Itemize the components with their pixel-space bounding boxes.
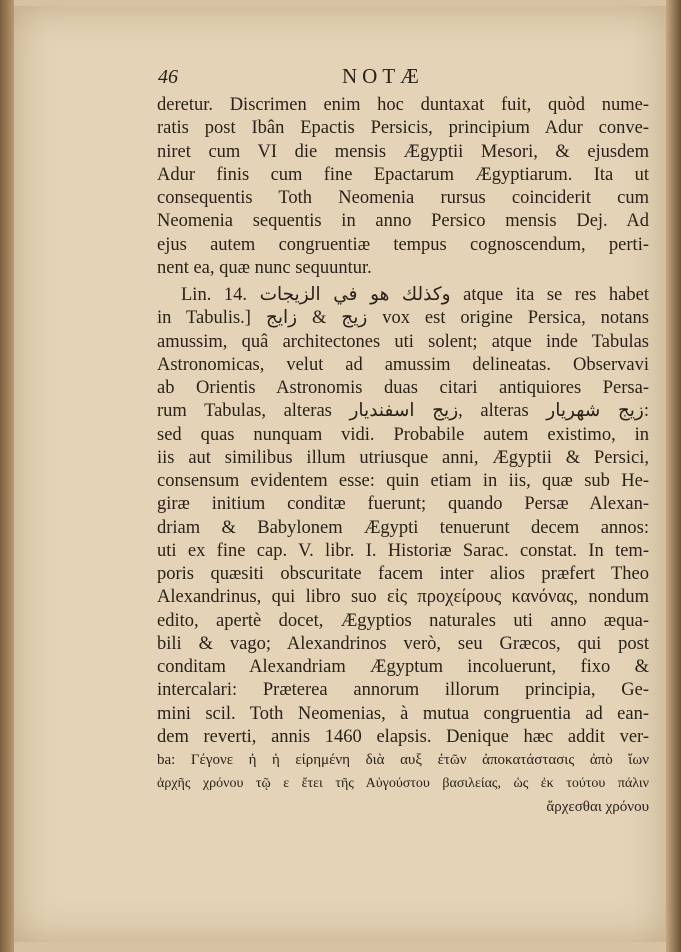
text-line: ab Orientis Astronomis duas citari antiquiores Persa- [157,378,649,398]
text-line: nent ea, quæ nunc sequuntur. [157,257,372,278]
text-line: deretur. Discrimen enim hoc duntaxat fuit, quòd nume- [157,95,649,115]
text-line: rum Tabulas, alteras زيج اسفنديار, alteras زيج شهريار: [157,401,649,422]
text-line: giræ initium conditæ fuerunt; quando Persæ Alexan- [157,494,649,515]
text-line: dem reverti, annis 1460 elapsis. Denique hæc addit ver- [157,726,649,747]
text-line: edito, apertè docet, Ægyptios naturales uti anno æqua- [157,610,649,631]
body-text [157,94,649,819]
text-line: bili & vago; Alexandrinos verò, seu Græcos, qui post [157,633,649,654]
text-line: ἀρχῆς χρόνου τῷ ε ἔτει τῆς Αὐγούστου βασιλείας, ὡς ἐκ τούτου πάλιν [157,776,649,792]
text-line: Adur finis cum fine Epactarum Ægyptiarum. Ita ut [157,164,649,185]
book-page [14,6,666,942]
text-line: consensum evidentem esse: quin etiam in iis, quæ sub He- [157,471,649,491]
text-line: Alexandrinus, qui libro suo εἰς προχείρους κανόνας, nondum [157,587,649,608]
text-line: niret cum VI die mensis Ægyptii Mesori, & ejusdem [157,141,649,162]
text-line: driam & Babylonem Ægypti tenuerunt decem annos: [157,517,649,538]
text-line: poris quæsiti obscuritate facem inter alios præfert Theo [157,564,649,584]
text-line: Astronomicas, velut ad amussim delineatas. Observavi [157,354,649,375]
page-header [14,64,666,90]
text-line: conditam Alexandriam Ægyptum incoluerunt, fixo & [157,657,649,677]
text-line: sed quas nunquam vidi. Probabile autem existimo, in [157,424,649,445]
text-line: iis aut similibus illum utriusque anni, Ægyptii & Persici, [157,447,649,468]
running-title: NOTÆ [342,64,424,88]
text-line: ejus autem congruentiæ tempus cognoscendum, perti- [157,234,649,255]
text-line: Neomenia sequentis in anno Persico mensis Dej. Ad [157,211,649,232]
text-line: Lin. 14. وكذلك هو في الزيجات atque ita se res habet [181,285,649,305]
text-line: in Tabulis.] زيج & زايج vox est origine Persica, notans [157,308,649,329]
page-edge-left [0,0,14,952]
text-line: mini scil. Toth Neomenias, à mutua congruentia ad ean- [157,703,649,724]
page-number: 46 [158,66,178,88]
text-line: intercalari: Præterea annorum illorum principia, Ge- [157,680,649,701]
text-line: ba: Γέγονε ἡ ἡ εἰρημένη διὰ αυξ ἐτῶν ἀποκατάστασις ἀπὸ ἴων [157,752,649,768]
text-line: ἄρχεσθαι χρόνου [546,798,649,815]
text-line: consequentis Toth Neomenia rursus coinciderit cum [157,188,649,208]
text-line: ratis post Ibân Epactis Persicis, principium Adur conve- [157,118,649,139]
text-line: uti ex fine cap. V. libr. I. Historiæ Sarac. constat. In tem- [157,540,649,561]
text-line: amussim, quâ architectones uti solent; atque inde Tabulas [157,331,649,352]
page-edge-right [666,0,681,952]
